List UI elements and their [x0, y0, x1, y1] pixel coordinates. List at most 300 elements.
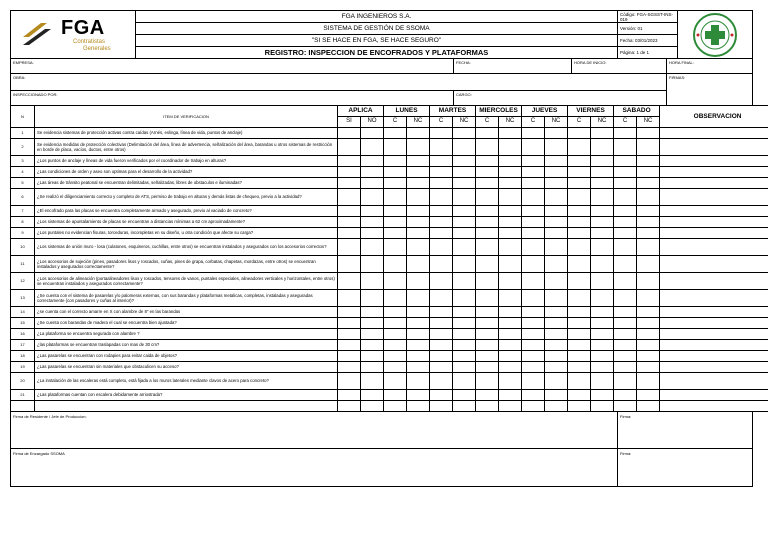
check-cell[interactable] — [568, 329, 591, 340]
check-cell[interactable] — [522, 290, 545, 307]
check-cell[interactable] — [430, 273, 453, 290]
check-cell[interactable] — [361, 307, 384, 318]
check-cell[interactable] — [499, 128, 522, 139]
check-cell[interactable] — [499, 373, 522, 390]
check-cell[interactable] — [476, 139, 499, 156]
check-cell[interactable] — [614, 189, 637, 206]
check-cell[interactable] — [384, 239, 407, 256]
check-cell[interactable] — [361, 390, 384, 401]
observation-cell[interactable] — [660, 290, 768, 307]
check-cell[interactable] — [384, 178, 407, 189]
check-cell[interactable] — [453, 256, 476, 273]
observation-cell[interactable] — [660, 167, 768, 178]
check-cell[interactable] — [637, 239, 660, 256]
check-cell[interactable] — [568, 178, 591, 189]
check-cell[interactable] — [545, 139, 568, 156]
check-cell[interactable] — [453, 178, 476, 189]
observation-cell[interactable] — [660, 178, 768, 189]
check-cell[interactable] — [430, 239, 453, 256]
check-cell[interactable] — [430, 307, 453, 318]
check-cell[interactable] — [430, 189, 453, 206]
check-cell[interactable] — [476, 318, 499, 329]
check-cell[interactable] — [453, 318, 476, 329]
check-cell[interactable] — [338, 178, 361, 189]
check-cell[interactable] — [476, 401, 499, 412]
check-cell[interactable] — [476, 390, 499, 401]
check-cell[interactable] — [499, 340, 522, 351]
check-cell[interactable] — [361, 362, 384, 373]
check-cell[interactable] — [568, 189, 591, 206]
check-cell[interactable] — [545, 228, 568, 239]
encargado-signature-field[interactable]: Firma de Encargado SSOMA — [11, 449, 618, 487]
check-cell[interactable] — [499, 189, 522, 206]
residente-firma-field[interactable]: Firma: — [618, 412, 753, 449]
check-cell[interactable] — [545, 362, 568, 373]
check-cell[interactable] — [591, 362, 614, 373]
check-cell[interactable] — [614, 239, 637, 256]
check-cell[interactable] — [384, 318, 407, 329]
observation-cell[interactable] — [660, 239, 768, 256]
check-cell[interactable] — [568, 139, 591, 156]
check-cell[interactable] — [407, 318, 430, 329]
check-cell[interactable] — [361, 206, 384, 217]
check-cell[interactable] — [637, 318, 660, 329]
check-cell[interactable] — [614, 273, 637, 290]
check-cell[interactable] — [591, 401, 614, 412]
check-cell[interactable] — [545, 128, 568, 139]
check-cell[interactable] — [591, 390, 614, 401]
check-cell[interactable] — [476, 128, 499, 139]
check-cell[interactable] — [338, 307, 361, 318]
check-cell[interactable] — [637, 139, 660, 156]
check-cell[interactable] — [384, 390, 407, 401]
check-cell[interactable] — [361, 167, 384, 178]
check-cell[interactable] — [591, 340, 614, 351]
check-cell[interactable] — [430, 217, 453, 228]
check-cell[interactable] — [522, 351, 545, 362]
check-cell[interactable] — [614, 139, 637, 156]
check-cell[interactable] — [384, 139, 407, 156]
check-cell[interactable] — [338, 128, 361, 139]
check-cell[interactable] — [384, 206, 407, 217]
check-cell[interactable] — [407, 217, 430, 228]
check-cell[interactable] — [384, 156, 407, 167]
check-cell[interactable] — [453, 139, 476, 156]
check-cell[interactable] — [614, 128, 637, 139]
observation-cell[interactable] — [660, 318, 768, 329]
check-cell[interactable] — [545, 290, 568, 307]
check-cell[interactable] — [591, 167, 614, 178]
check-cell[interactable] — [407, 156, 430, 167]
check-cell[interactable] — [522, 307, 545, 318]
check-cell[interactable] — [637, 362, 660, 373]
check-cell[interactable] — [338, 256, 361, 273]
check-cell[interactable] — [568, 217, 591, 228]
check-cell[interactable] — [637, 373, 660, 390]
check-cell[interactable] — [591, 373, 614, 390]
check-cell[interactable] — [568, 340, 591, 351]
check-cell[interactable] — [430, 206, 453, 217]
check-cell[interactable] — [453, 307, 476, 318]
observation-cell[interactable] — [660, 217, 768, 228]
check-cell[interactable] — [384, 256, 407, 273]
check-cell[interactable] — [453, 351, 476, 362]
check-cell[interactable] — [430, 256, 453, 273]
check-cell[interactable] — [407, 290, 430, 307]
check-cell[interactable] — [361, 128, 384, 139]
check-cell[interactable] — [338, 351, 361, 362]
observation-cell[interactable] — [660, 228, 768, 239]
check-cell[interactable] — [614, 228, 637, 239]
check-cell[interactable] — [545, 239, 568, 256]
check-cell[interactable] — [499, 351, 522, 362]
check-cell[interactable] — [476, 206, 499, 217]
check-cell[interactable] — [384, 228, 407, 239]
check-cell[interactable] — [430, 290, 453, 307]
check-cell[interactable] — [614, 217, 637, 228]
check-cell[interactable] — [637, 128, 660, 139]
check-cell[interactable] — [407, 307, 430, 318]
check-cell[interactable] — [545, 206, 568, 217]
encargado-firma-field[interactable]: Firma: — [618, 449, 753, 487]
check-cell[interactable] — [545, 167, 568, 178]
check-cell[interactable] — [614, 362, 637, 373]
check-cell[interactable] — [499, 239, 522, 256]
check-cell[interactable] — [338, 401, 361, 412]
check-cell[interactable] — [637, 401, 660, 412]
check-cell[interactable] — [338, 239, 361, 256]
check-cell[interactable] — [545, 373, 568, 390]
check-cell[interactable] — [522, 340, 545, 351]
check-cell[interactable] — [637, 167, 660, 178]
check-cell[interactable] — [545, 156, 568, 167]
check-cell[interactable] — [591, 329, 614, 340]
check-cell[interactable] — [568, 373, 591, 390]
check-cell[interactable] — [614, 156, 637, 167]
check-cell[interactable] — [407, 178, 430, 189]
observation-cell[interactable] — [660, 362, 768, 373]
check-cell[interactable] — [568, 362, 591, 373]
check-cell[interactable] — [545, 329, 568, 340]
check-cell[interactable] — [499, 273, 522, 290]
check-cell[interactable] — [361, 318, 384, 329]
check-cell[interactable] — [637, 256, 660, 273]
check-cell[interactable] — [499, 206, 522, 217]
check-cell[interactable] — [453, 401, 476, 412]
check-cell[interactable] — [499, 228, 522, 239]
check-cell[interactable] — [430, 401, 453, 412]
check-cell[interactable] — [637, 329, 660, 340]
check-cell[interactable] — [591, 128, 614, 139]
check-cell[interactable] — [591, 290, 614, 307]
check-cell[interactable] — [568, 290, 591, 307]
observation-cell[interactable] — [660, 189, 768, 206]
check-cell[interactable] — [361, 351, 384, 362]
check-cell[interactable] — [522, 217, 545, 228]
check-cell[interactable] — [545, 178, 568, 189]
check-cell[interactable] — [591, 351, 614, 362]
check-cell[interactable] — [407, 167, 430, 178]
check-cell[interactable] — [499, 217, 522, 228]
observation-cell[interactable] — [660, 351, 768, 362]
check-cell[interactable] — [407, 189, 430, 206]
check-cell[interactable] — [361, 340, 384, 351]
check-cell[interactable] — [384, 340, 407, 351]
check-cell[interactable] — [591, 228, 614, 239]
check-cell[interactable] — [522, 401, 545, 412]
check-cell[interactable] — [522, 329, 545, 340]
check-cell[interactable] — [522, 273, 545, 290]
check-cell[interactable] — [338, 167, 361, 178]
check-cell[interactable] — [614, 290, 637, 307]
check-cell[interactable] — [568, 167, 591, 178]
check-cell[interactable] — [499, 390, 522, 401]
check-cell[interactable] — [522, 390, 545, 401]
check-cell[interactable] — [430, 351, 453, 362]
check-cell[interactable] — [591, 256, 614, 273]
check-cell[interactable] — [499, 139, 522, 156]
check-cell[interactable] — [407, 273, 430, 290]
check-cell[interactable] — [545, 273, 568, 290]
check-cell[interactable] — [476, 178, 499, 189]
check-cell[interactable] — [384, 307, 407, 318]
check-cell[interactable] — [476, 373, 499, 390]
check-cell[interactable] — [430, 128, 453, 139]
check-cell[interactable] — [453, 390, 476, 401]
check-cell[interactable] — [430, 329, 453, 340]
check-cell[interactable] — [522, 239, 545, 256]
check-cell[interactable] — [614, 390, 637, 401]
check-cell[interactable] — [338, 318, 361, 329]
observation-cell[interactable] — [660, 329, 768, 340]
check-cell[interactable] — [522, 362, 545, 373]
obra-field[interactable]: OBRA: — [11, 74, 667, 91]
check-cell[interactable] — [361, 273, 384, 290]
check-cell[interactable] — [476, 273, 499, 290]
check-cell[interactable] — [637, 351, 660, 362]
check-cell[interactable] — [568, 351, 591, 362]
check-cell[interactable] — [614, 401, 637, 412]
check-cell[interactable] — [407, 340, 430, 351]
check-cell[interactable] — [453, 128, 476, 139]
check-cell[interactable] — [522, 189, 545, 206]
check-cell[interactable] — [591, 139, 614, 156]
check-cell[interactable] — [453, 206, 476, 217]
check-cell[interactable] — [499, 307, 522, 318]
check-cell[interactable] — [614, 178, 637, 189]
check-cell[interactable] — [430, 228, 453, 239]
check-cell[interactable] — [545, 189, 568, 206]
check-cell[interactable] — [591, 206, 614, 217]
check-cell[interactable] — [499, 167, 522, 178]
empresa-field[interactable]: EMPRESA: — [11, 59, 454, 74]
check-cell[interactable] — [499, 329, 522, 340]
check-cell[interactable] — [338, 373, 361, 390]
check-cell[interactable] — [453, 373, 476, 390]
check-cell[interactable] — [338, 156, 361, 167]
check-cell[interactable] — [338, 340, 361, 351]
check-cell[interactable] — [568, 401, 591, 412]
observation-cell[interactable] — [660, 340, 768, 351]
check-cell[interactable] — [430, 167, 453, 178]
check-cell[interactable] — [407, 351, 430, 362]
check-cell[interactable] — [637, 290, 660, 307]
check-cell[interactable] — [614, 373, 637, 390]
check-cell[interactable] — [338, 273, 361, 290]
check-cell[interactable] — [338, 228, 361, 239]
check-cell[interactable] — [522, 373, 545, 390]
check-cell[interactable] — [384, 167, 407, 178]
check-cell[interactable] — [338, 206, 361, 217]
check-cell[interactable] — [384, 401, 407, 412]
check-cell[interactable] — [614, 167, 637, 178]
check-cell[interactable] — [430, 390, 453, 401]
check-cell[interactable] — [499, 318, 522, 329]
check-cell[interactable] — [453, 340, 476, 351]
check-cell[interactable] — [499, 362, 522, 373]
observation-cell[interactable] — [660, 256, 768, 273]
check-cell[interactable] — [545, 217, 568, 228]
check-cell[interactable] — [476, 167, 499, 178]
check-cell[interactable] — [522, 228, 545, 239]
check-cell[interactable] — [522, 128, 545, 139]
check-cell[interactable] — [476, 217, 499, 228]
check-cell[interactable] — [637, 340, 660, 351]
check-cell[interactable] — [614, 329, 637, 340]
check-cell[interactable] — [476, 256, 499, 273]
check-cell[interactable] — [407, 228, 430, 239]
check-cell[interactable] — [476, 329, 499, 340]
check-cell[interactable] — [476, 362, 499, 373]
check-cell[interactable] — [522, 156, 545, 167]
check-cell[interactable] — [430, 156, 453, 167]
check-cell[interactable] — [407, 373, 430, 390]
check-cell[interactable] — [476, 307, 499, 318]
check-cell[interactable] — [476, 340, 499, 351]
check-cell[interactable] — [637, 228, 660, 239]
check-cell[interactable] — [637, 390, 660, 401]
check-cell[interactable] — [637, 206, 660, 217]
check-cell[interactable] — [430, 139, 453, 156]
check-cell[interactable] — [407, 139, 430, 156]
check-cell[interactable] — [637, 178, 660, 189]
hora-final-field[interactable]: HORA FINAL: — [667, 59, 753, 74]
check-cell[interactable] — [568, 239, 591, 256]
check-cell[interactable] — [338, 290, 361, 307]
check-cell[interactable] — [614, 256, 637, 273]
check-cell[interactable] — [499, 256, 522, 273]
observation-cell[interactable] — [660, 307, 768, 318]
check-cell[interactable] — [568, 156, 591, 167]
check-cell[interactable] — [522, 167, 545, 178]
check-cell[interactable] — [430, 178, 453, 189]
check-cell[interactable] — [545, 390, 568, 401]
check-cell[interactable] — [338, 329, 361, 340]
observation-cell[interactable] — [660, 390, 768, 401]
observation-cell[interactable] — [660, 156, 768, 167]
check-cell[interactable] — [407, 256, 430, 273]
check-cell[interactable] — [453, 189, 476, 206]
check-cell[interactable] — [384, 362, 407, 373]
check-cell[interactable] — [361, 156, 384, 167]
check-cell[interactable] — [545, 340, 568, 351]
check-cell[interactable] — [476, 351, 499, 362]
check-cell[interactable] — [568, 273, 591, 290]
check-cell[interactable] — [476, 239, 499, 256]
check-cell[interactable] — [453, 217, 476, 228]
check-cell[interactable] — [361, 189, 384, 206]
check-cell[interactable] — [453, 329, 476, 340]
check-cell[interactable] — [338, 390, 361, 401]
check-cell[interactable] — [361, 239, 384, 256]
observation-cell[interactable] — [660, 273, 768, 290]
fecha-field[interactable]: FECHA: — [454, 59, 572, 74]
check-cell[interactable] — [614, 206, 637, 217]
check-cell[interactable] — [407, 206, 430, 217]
check-cell[interactable] — [361, 290, 384, 307]
check-cell[interactable] — [499, 290, 522, 307]
check-cell[interactable] — [591, 307, 614, 318]
check-cell[interactable] — [453, 273, 476, 290]
check-cell[interactable] — [407, 401, 430, 412]
check-cell[interactable] — [361, 139, 384, 156]
check-cell[interactable] — [407, 329, 430, 340]
firmas-field[interactable]: FIRMAS: — [667, 74, 753, 106]
check-cell[interactable] — [430, 318, 453, 329]
observation-cell[interactable] — [660, 401, 768, 412]
check-cell[interactable] — [476, 189, 499, 206]
check-cell[interactable] — [453, 156, 476, 167]
check-cell[interactable] — [568, 307, 591, 318]
check-cell[interactable] — [568, 228, 591, 239]
hora-inicio-field[interactable]: HORA DE INICIO: — [572, 59, 667, 74]
check-cell[interactable] — [361, 178, 384, 189]
observation-cell[interactable] — [660, 206, 768, 217]
check-cell[interactable] — [499, 401, 522, 412]
check-cell[interactable] — [591, 217, 614, 228]
observation-cell[interactable] — [660, 128, 768, 139]
check-cell[interactable] — [430, 340, 453, 351]
check-cell[interactable] — [453, 239, 476, 256]
check-cell[interactable] — [338, 139, 361, 156]
check-cell[interactable] — [568, 390, 591, 401]
check-cell[interactable] — [453, 228, 476, 239]
check-cell[interactable] — [637, 189, 660, 206]
check-cell[interactable] — [545, 401, 568, 412]
check-cell[interactable] — [637, 273, 660, 290]
check-cell[interactable] — [637, 156, 660, 167]
check-cell[interactable] — [384, 373, 407, 390]
check-cell[interactable] — [522, 139, 545, 156]
check-cell[interactable] — [614, 318, 637, 329]
check-cell[interactable] — [591, 318, 614, 329]
check-cell[interactable] — [591, 178, 614, 189]
check-cell[interactable] — [338, 189, 361, 206]
check-cell[interactable] — [637, 217, 660, 228]
check-cell[interactable] — [430, 373, 453, 390]
residente-signature-field[interactable]: Firma de Residente / Jefe de Produccion: — [11, 412, 618, 449]
check-cell[interactable] — [476, 290, 499, 307]
check-cell[interactable] — [591, 156, 614, 167]
check-cell[interactable] — [614, 351, 637, 362]
check-cell[interactable] — [637, 307, 660, 318]
check-cell[interactable] — [522, 318, 545, 329]
check-cell[interactable] — [568, 256, 591, 273]
check-cell[interactable] — [407, 239, 430, 256]
check-cell[interactable] — [407, 390, 430, 401]
observation-cell[interactable] — [660, 373, 768, 390]
check-cell[interactable] — [384, 189, 407, 206]
